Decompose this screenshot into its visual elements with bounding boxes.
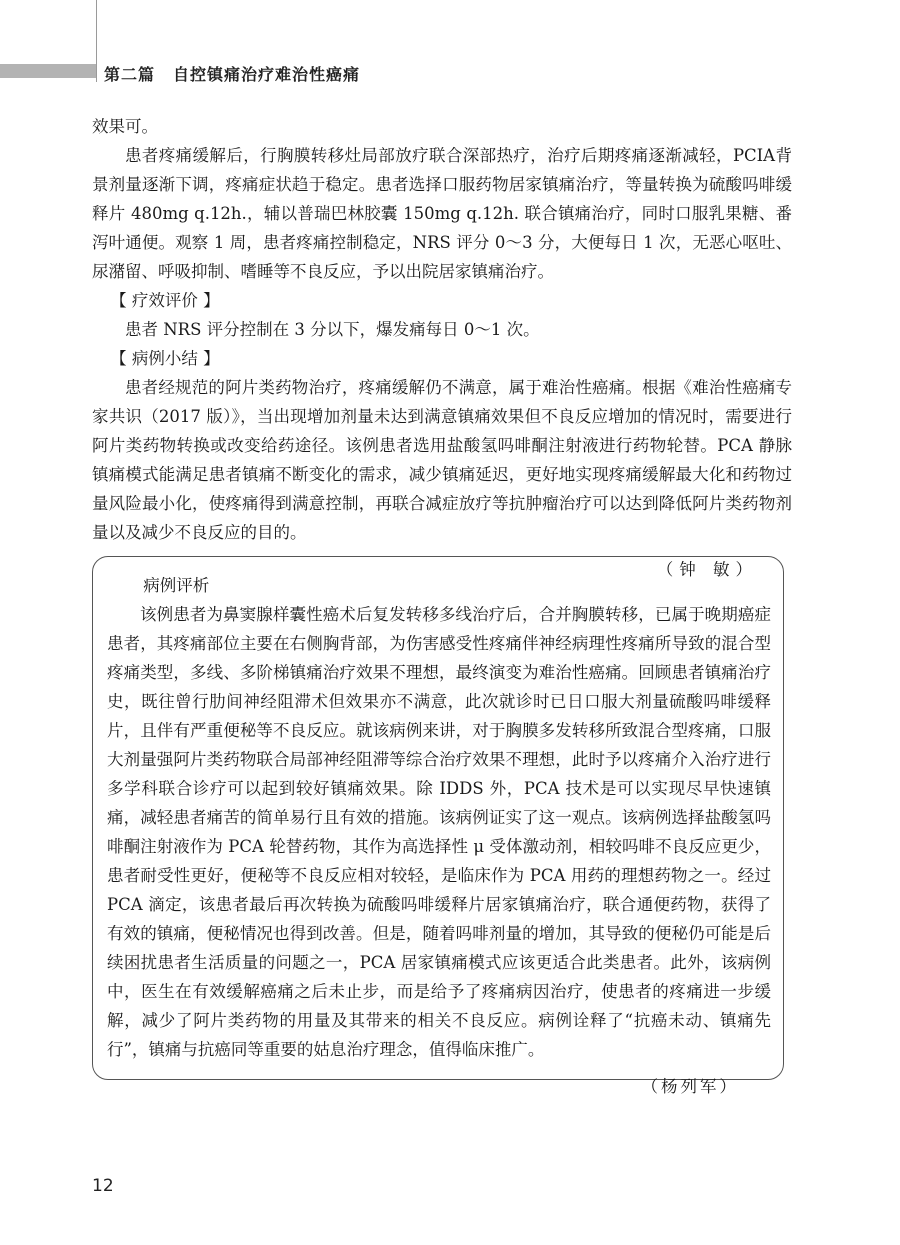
main-text xyxy=(92,112,792,584)
analysis-author: （杨列军） xyxy=(641,1077,739,1096)
header-divider xyxy=(96,0,97,82)
continuation-text: 效果可。 xyxy=(92,117,158,136)
paragraph-treatment: 患者疼痛缓解后，行胸膜转移灶局部放疗联合深部热疗，治疗后期疼痛逐渐减轻，PCIA背景剂量逐渐下调，疼痛症状趋于稳定。患者选择口服药物居家镇痛治疗，等量转换为硫酸吗啡缓释片 480mg q.12h.，辅以普瑞巴林胶囊 150mg q.12h. 联合镇痛治疗，同时口服乳果糖、番泻叶通便。观察 1 周，患者疼痛控制稳定，NRS 评分 0～3 分，大便每日 1 次，无恶心呕吐、尿潴留、呼吸抑制、嗜睡等不良反应，予以出院居家镇痛治疗。 xyxy=(92,146,792,281)
header-chapter-title: 自控镇痛治疗难治性癌痛 xyxy=(173,65,361,84)
case-analysis-box xyxy=(92,556,784,1096)
efficacy-heading: 【 疗效评价 】 xyxy=(110,291,220,310)
summary-paragraph: 患者经规范的阿片类药物治疗，疼痛缓解仍不满意，属于难治性癌痛。根据《难治性癌痛专家共识（2017 版）》，当出现增加剂量未达到满意镇痛效果但不良反应增加的情况时，需要进行阿片类药物转换或改变给药途径。该例患者选用盐酸氢吗啡酮注射液进行药物轮替。PCA 静脉镇痛模式能满足患者镇痛不断变化的需求，减少镇痛延迟，更好地实现疼痛缓解最大化和药物过量风险最小化，使疼痛得到满意控制，再联合减症放疗等抗肿瘤治疗可以达到降低阿片类药物剂量以及减少不良反应的目的。 xyxy=(92,378,792,542)
header-rule xyxy=(0,64,96,78)
page-number: 12 xyxy=(92,1176,114,1196)
analysis-paragraph: 该例患者为鼻窦腺样囊性癌术后复发转移多线治疗后，合并胸膜转移，已属于晚期癌症患者，其疼痛部位主要在右侧胸背部，为伤害感受性疼痛伴神经病理性疼痛所导致的混合型疼痛类型，多线、多阶梯镇痛治疗效果不理想，最终演变为难治性癌痛。回顾患者镇痛治疗史，既往曾行肋间神经阻滞术但效果亦不满意，此次就诊时已日口服大剂量硫酸吗啡缓释片，且伴有严重便秘等不良反应。就该病例来讲，对于胸膜多发转移所致混合型疼痛，口服大剂量强阿片类药物联合局部神经阻滞等综合治疗效果不理想，此时予以疼痛介入治疗进行多学科联合诊疗可以起到较好镇痛效果。除 IDDS 外，PCA 技术是可以实现尽早快速镇痛，减轻患者痛苦的简单易行且有效的措施。该病例证实了这一观点。该病例选择盐酸氢吗啡酮注射液作为 PCA 轮替药物，其作为高选择性 μ 受体激动剂，相较吗啡不良反应更少，患者耐受性更好，便秘等不良反应相对较轻，是临床作为 PCA 用药的理想药物之一。经过 PCA 滴定，该患者最后再次转换为硫酸吗啡缓释片居家镇痛治疗，联合通便药物，获得了有效的镇痛，便秘情况也得到改善。但是，随着吗啡剂量的增加，其导致的便秘仍可能是后续困扰患者生活质量的问题之一，PCA 居家镇痛模式应该更适合此类患者。此外，该病例中，医生在有效缓解癌痛之后未止步，而是给予了疼痛病因治疗，使患者的疼痛进一步缓解，减少了阿片类药物的用量及其带来的相关不良反应。病例诠释了“抗癌未动、镇痛先行”，镇痛与抗癌同等重要的姑息治疗理念，值得临床推广。 xyxy=(107,605,771,1059)
running-header xyxy=(104,62,360,85)
efficacy-paragraph: 患者 NRS 评分控制在 3 分以下，爆发痛每日 0～1 次。 xyxy=(125,320,540,339)
header-part: 第二篇 xyxy=(104,65,156,84)
summary-heading: 【 病例小结 】 xyxy=(110,349,220,368)
author-signature: （钟 敏） xyxy=(656,560,758,579)
analysis-heading: 病例评析 xyxy=(143,576,210,595)
